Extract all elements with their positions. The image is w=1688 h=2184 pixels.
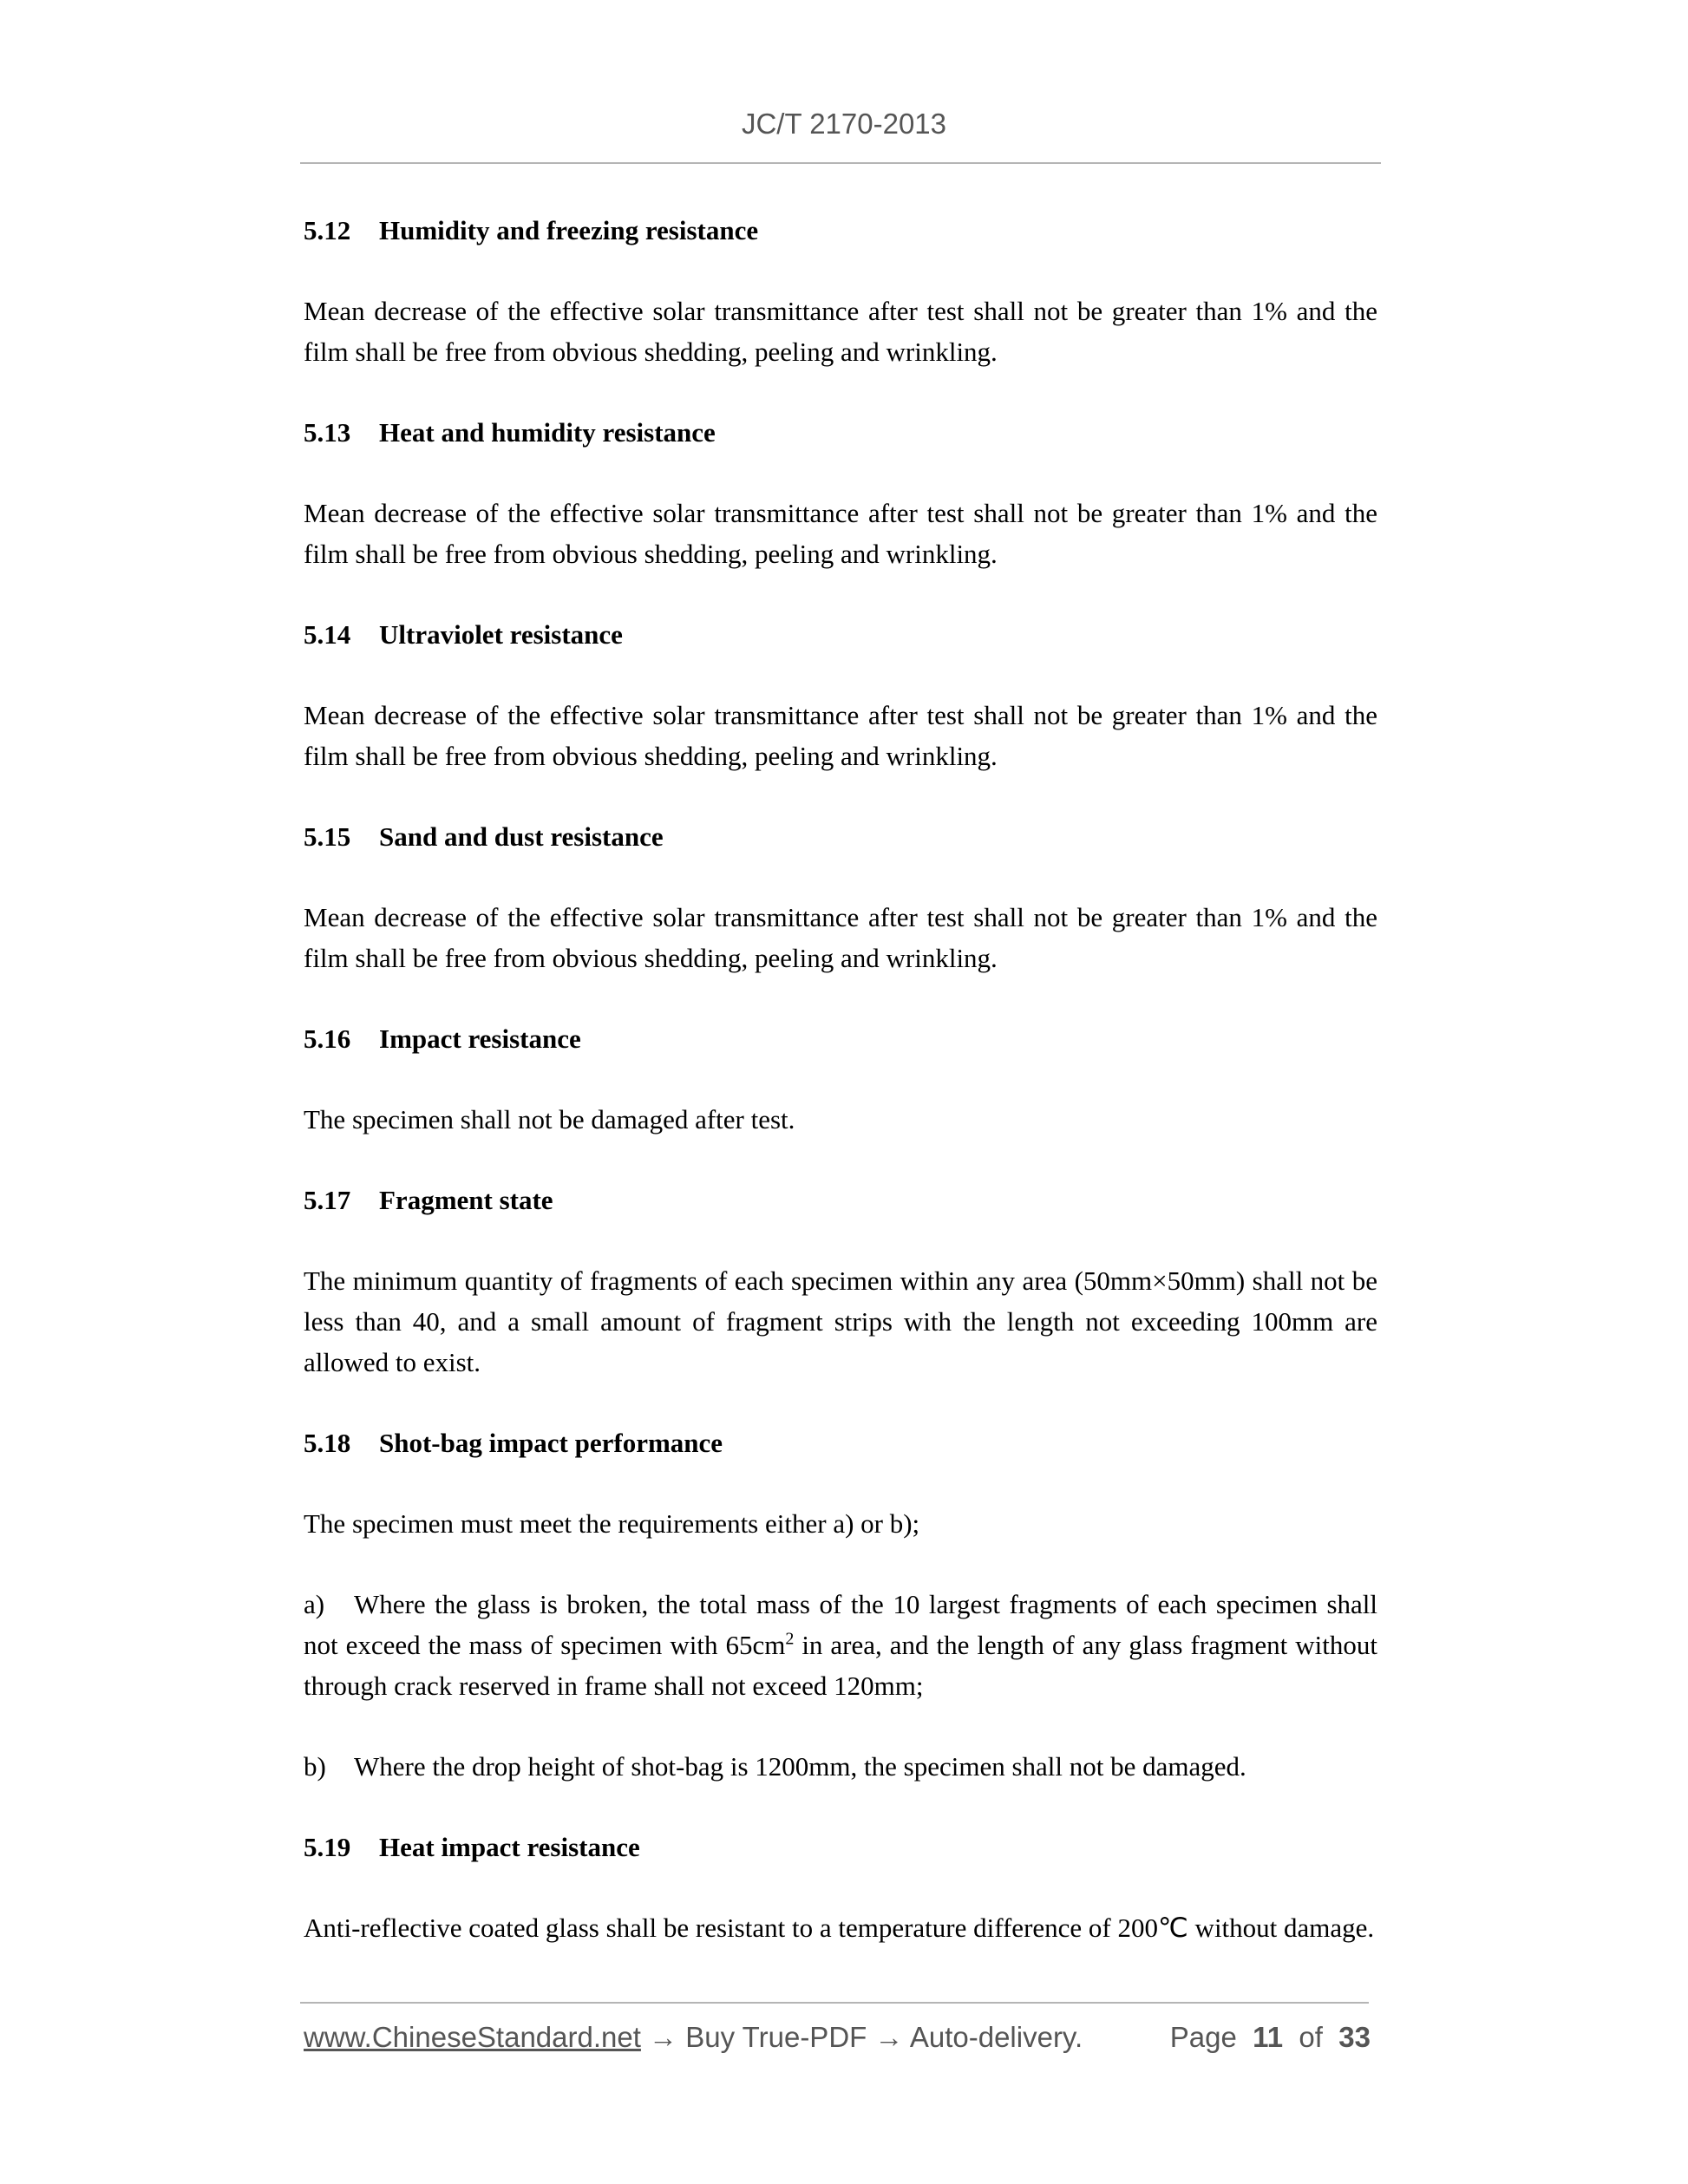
section-heading-5-13 (304, 412, 1377, 453)
section-heading-5-16 (304, 1018, 1377, 1059)
list-item-text: Where the glass is broken, the total mass of the 10 largest fragments of each specimen shall not exceed the mass of specimen with 65cm (304, 1589, 1377, 1660)
section-number: 5.18 (304, 1428, 351, 1458)
section-title: Impact resistance (379, 1023, 581, 1054)
section-title: Fragment state (379, 1185, 553, 1215)
page-indicator (1170, 2021, 1371, 2054)
section-paragraph: The specimen must meet the requirements either a) or b); (304, 1508, 920, 1539)
footer-buy-text: Buy True-PDF (685, 2021, 867, 2053)
section-paragraph: Mean decrease of the effective solar transmittance after test shall not be greater than 1% and the film shall be free from obvious shedding, peeling and wrinkling. (304, 700, 1377, 771)
footer-divider (300, 2002, 1369, 2004)
list-item-text-continued: in area, and the length of any glass fragment without through crack reserved in frame shall not exceed 120mm; (304, 1630, 1377, 1701)
list-item-label: b) (304, 1751, 326, 1782)
section-heading-5-18 (304, 1422, 1377, 1463)
arrow-right-icon: → (874, 2021, 904, 2053)
section-heading-5-12 (304, 210, 1377, 251)
list-item-b (304, 1746, 1377, 1787)
section-paragraph: Mean decrease of the effective solar transmittance after test shall not be greater than 1% and the film shall be free from obvious shedding, peeling and wrinkling. (304, 902, 1377, 973)
page-number: 11 (1253, 2021, 1284, 2053)
section-paragraph: Mean decrease of the effective solar transmittance after test shall not be greater than 1% and the film shall be free from obvious shedding, peeling and wrinkling. (304, 498, 1377, 569)
section-heading-5-17 (304, 1180, 1377, 1220)
section-title: Ultraviolet resistance (379, 619, 623, 650)
section-title: Humidity and freezing resistance (379, 215, 759, 245)
footer-promo (304, 2021, 1083, 2054)
section-number: 5.14 (304, 619, 351, 650)
section-heading-5-14 (304, 614, 1377, 655)
section-title: Shot-bag impact performance (379, 1428, 723, 1458)
superscript: 2 (785, 1629, 795, 1649)
section-heading-5-19 (304, 1827, 1377, 1867)
header-divider (300, 162, 1381, 164)
section-heading-5-15 (304, 816, 1377, 857)
list-item-text: Where the drop height of shot-bag is 1200mm, the specimen shall not be damaged. (354, 1751, 1246, 1782)
section-number: 5.19 (304, 1832, 351, 1862)
section-number: 5.16 (304, 1023, 351, 1054)
section-title: Heat and humidity resistance (379, 417, 716, 448)
list-item-label: a) (304, 1589, 325, 1619)
section-title: Heat impact resistance (379, 1832, 640, 1862)
page-word: Page (1169, 2021, 1237, 2053)
section-title: Sand and dust resistance (379, 821, 664, 852)
document-body (304, 210, 1377, 1988)
page-total: 33 (1338, 2021, 1371, 2053)
of-word: of (1299, 2021, 1323, 2053)
section-number: 5.12 (304, 215, 351, 245)
arrow-right-icon: → (649, 2021, 678, 2053)
list-item-a (304, 1584, 1377, 1706)
section-paragraph: Mean decrease of the effective solar transmittance after test shall not be greater than 1% and the film shall be free from obvious shedding, peeling and wrinkling. (304, 296, 1377, 367)
website-link[interactable]: www.ChineseStandard.net (304, 2021, 641, 2053)
footer-delivery-text: Auto-delivery. (909, 2021, 1083, 2053)
section-number: 5.17 (304, 1185, 351, 1215)
section-number: 5.15 (304, 821, 351, 852)
section-number: 5.13 (304, 417, 351, 448)
page-header-title: JC/T 2170-2013 (741, 108, 947, 140)
section-paragraph: The minimum quantity of fragments of each specimen within any area (50mm×50mm) shall not be less than 40, and a small amount of fragment strips with the length not exceeding 100mm are allowed to exist. (304, 1265, 1377, 1377)
section-paragraph: The specimen shall not be damaged after test. (304, 1104, 795, 1135)
section-paragraph: Anti-reflective coated glass shall be resistant to a temperature difference of 200℃ without damage. (304, 1913, 1375, 1943)
